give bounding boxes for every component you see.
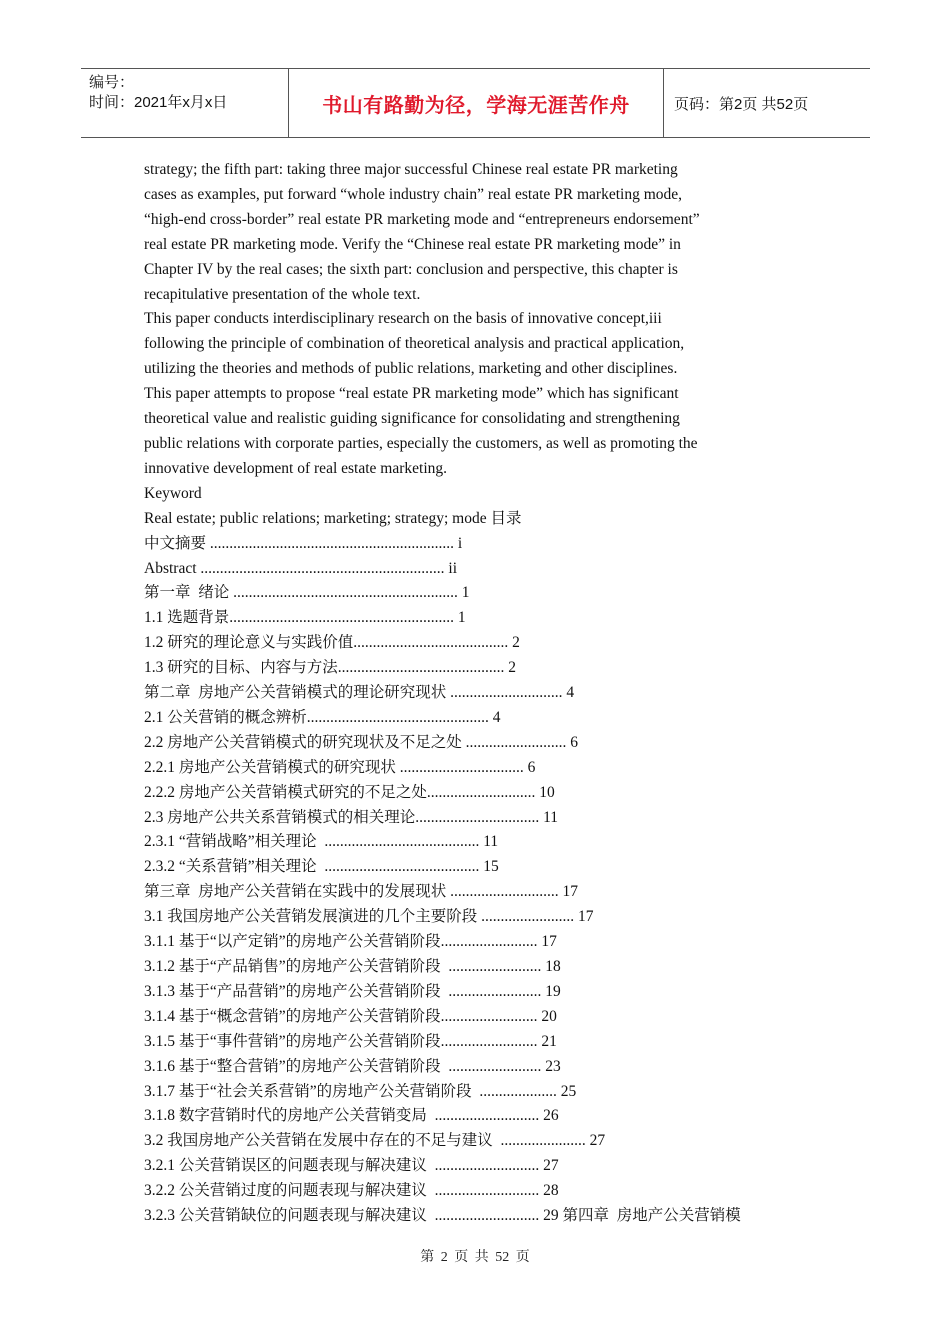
text-line: recapitulative presentation of the whole text. xyxy=(144,285,421,303)
text-line: real estate PR marketing mode. Verify the “Chinese real estate PR marketing mode” in xyxy=(144,235,681,253)
header-motto: 书山有路勤为径，学海无涯苦作舟 xyxy=(289,69,664,137)
toc-entry: 3.2.3 公关营销缺位的问题表现与解决建议 ........................... 29 第四章 房地产公关营销模 xyxy=(144,1207,741,1225)
toc-entry: 3.1.2 基于“产品销售”的房地产公关营销阶段 ........................ 18 xyxy=(144,958,561,975)
keyword-heading: Keyword xyxy=(144,484,202,502)
toc-entry: 3.2.2 公关营销过度的问题表现与解决建议 ........................... 28 xyxy=(144,1182,559,1200)
text-line: This paper attempts to propose “real estate PR marketing mode” which has significant xyxy=(144,385,679,403)
abstract-paragraph-2 xyxy=(144,307,804,481)
toc-entry: 3.1.7 基于“社会关系营销”的房地产公关营销阶段 .................... 25 xyxy=(144,1082,577,1100)
header-page-info: 页码：第2页 共52页 xyxy=(674,95,809,113)
text-line: theoretical value and realistic guiding significance for consolidating and strengthening xyxy=(144,410,680,428)
abstract-paragraph-1 xyxy=(144,158,804,307)
toc-entry: 2.1 公关营销的概念辨析............................................... 4 xyxy=(144,708,501,726)
toc-entry: 2.3.1 “营销战略”相关理论 ........................................ 11 xyxy=(144,833,499,851)
text-line: “high-end cross-border” real estate PR marketing mode and “entrepreneurs endorsement” xyxy=(144,210,700,228)
toc-entry: 3.1.4 基于“概念营销”的房地产公关营销阶段......................... 20 xyxy=(144,1007,557,1025)
toc-entry: 第二章 房地产公关营销模式的理论研究现状 ............................. 4 xyxy=(144,684,575,702)
toc-entry: 第一章 绪论 .......................................................... 1 xyxy=(144,584,470,602)
toc-entry: 第三章 房地产公关营销在实践中的发展现状 ............................ 17 xyxy=(144,883,579,901)
text-line: cases as examples, put forward “whole industry chain” real estate PR marketing mode, xyxy=(144,185,683,203)
toc-entry: 3.1 我国房地产公关营销发展演进的几个主要阶段 ........................ 17 xyxy=(144,908,594,926)
toc-entry: 3.1.1 基于“以产定销”的房地产公关营销阶段......................... 17 xyxy=(144,933,557,951)
text-line: strategy; the fifth part: taking three major successful Chinese real estate PR marketing xyxy=(144,161,678,178)
text-line: utilizing the theories and methods of public relations, marketing and other disciplines. xyxy=(144,360,678,378)
toc-entry: 3.1.6 基于“整合营销”的房地产公关营销阶段 ........................ 23 xyxy=(144,1057,561,1075)
text-line: Chapter IV by the real cases; the sixth part: conclusion and perspective, this chapter is xyxy=(144,260,678,278)
text-line: innovative development of real estate marketing. xyxy=(144,459,447,477)
toc-entry: 中文摘要 ............................................................... i xyxy=(144,534,463,552)
header-meta xyxy=(81,69,289,137)
toc-entry: 3.2 我国房地产公关营销在发展中存在的不足与建议 ...................... 27 xyxy=(144,1132,606,1150)
toc-entry: 2.2 房地产公关营销模式的研究现状及不足之处 .......................... 6 xyxy=(144,733,579,751)
page-footer: 第 2 页 共 52 页 xyxy=(420,1250,530,1265)
page-header xyxy=(81,68,870,138)
keywords-line: Real estate; public relations; marketing; strategy; mode 目录 xyxy=(144,509,522,527)
text-line: public relations with corporate parties, especially the customers, as well as promoting the xyxy=(144,434,698,452)
document-date: 时间：2021年x月x日 xyxy=(89,94,228,111)
toc-entry: 3.1.5 基于“事件营销”的房地产公关营销阶段......................... 21 xyxy=(144,1032,557,1050)
toc-entry: 3.1.8 数字营销时代的房地产公关营销变局 ........................... 26 xyxy=(144,1107,559,1125)
toc-entry: 3.2.1 公关营销误区的问题表现与解决建议 ........................... 27 xyxy=(144,1157,559,1175)
table-of-contents xyxy=(144,532,804,1229)
toc-entry: 3.1.3 基于“产品营销”的房地产公关营销阶段 ........................ 19 xyxy=(144,982,561,1000)
toc-entry: 2.2.2 房地产公关营销模式研究的不足之处............................ 10 xyxy=(144,783,555,801)
toc-entry: 1.1 选题背景.......................................................... 1 xyxy=(144,609,466,627)
toc-entry: Abstract ............................................................... ii xyxy=(144,559,457,577)
text-line: This paper conducts interdisciplinary research on the basis of innovative concept,iii xyxy=(144,310,662,328)
document-number-label: 编号： xyxy=(89,74,135,91)
toc-entry: 2.3.2 “关系营销”相关理论 ........................................ 15 xyxy=(144,858,499,876)
toc-entry: 2.3 房地产公共关系营销模式的相关理论................................ 11 xyxy=(144,808,559,826)
toc-entry: 2.2.1 房地产公关营销模式的研究现状 ................................ 6 xyxy=(144,758,536,776)
document-body xyxy=(144,158,804,1229)
text-line: following the principle of combination of theoretical analysis and practical application, xyxy=(144,335,685,353)
toc-entry: 1.2 研究的理论意义与实践价值........................................ 2 xyxy=(144,634,520,652)
toc-entry: 1.3 研究的目标、内容与方法........................................... 2 xyxy=(144,659,517,677)
